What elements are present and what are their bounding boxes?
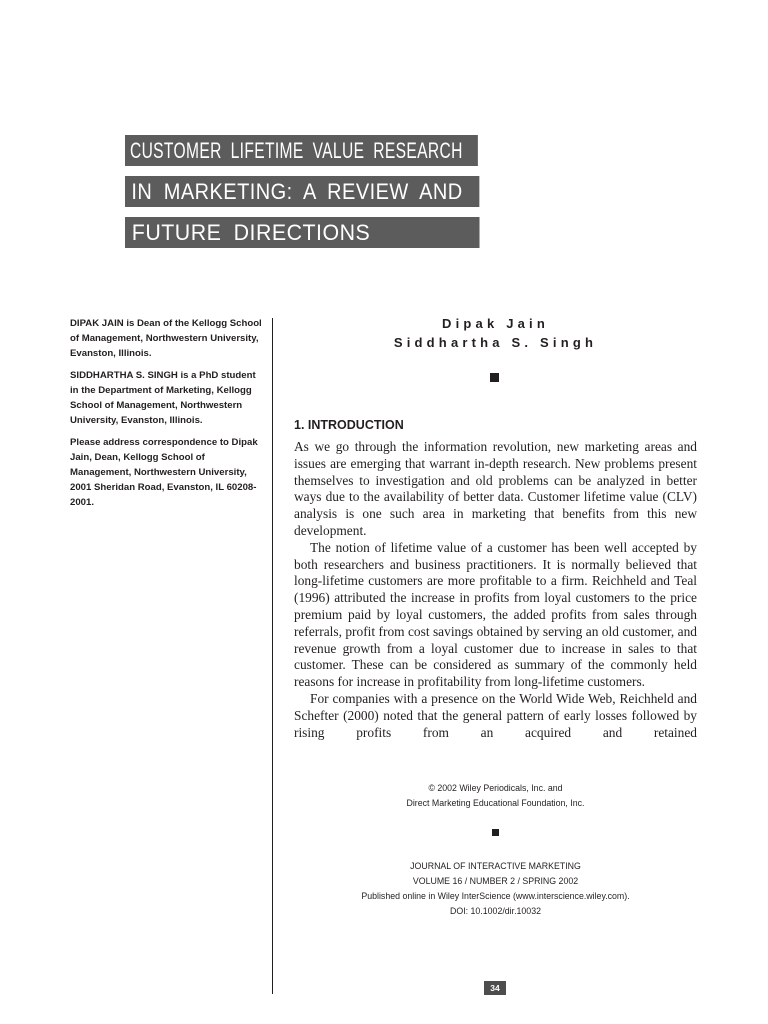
column-divider <box>272 318 273 994</box>
square-ornament-icon <box>490 373 499 382</box>
author-name-2: Siddhartha S. Singh <box>393 335 598 350</box>
copyright-line-1: © 2002 Wiley Periodicals, Inc. and <box>428 783 563 793</box>
square-ornament-icon <box>492 829 499 836</box>
journal-published-online: Published online in Wiley InterScience (www.interscience.wiley.com). <box>361 891 630 901</box>
title-line-2: IN MARKETING: A REVIEW AND <box>125 176 479 207</box>
article-title <box>125 135 473 258</box>
author-sidebar <box>70 316 266 517</box>
correspondence-note: Please address correspondence to Dipak Jain, Dean, Kellogg School of Management, Northwestern University, 2001 Sheridan Road, Evanston, IL 60208-2001. <box>70 437 258 508</box>
author-name-1: Dipak Jain <box>441 316 550 331</box>
title-line-1: CUSTOMER LIFETIME VALUE RESEARCH <box>125 135 478 166</box>
journal-name: JOURNAL OF INTERACTIVE MARKETING <box>410 861 581 871</box>
journal-doi: DOI: 10.1002/dir.10032 <box>450 906 541 916</box>
page-number: 34 <box>484 981 506 995</box>
paragraph-2: The notion of lifetime value of a customer has been well accepted by both researchers and business practitioners. It is normally believed that long-lifetime customers are more profitable to a firm. Reichheld and Teal (1996) attributed the increase in profits from loyal customers to the price premium paid by loyal customers, the added profits from sales through referrals, profit from cost savings obtained by serving an old customer, and revenue growth from a loyal customer due to increase in sales to that customer. These can be considered as summary of the commonly held reasons for increase in profitability from long-lifetime customers. <box>294 539 697 690</box>
section-heading: 1. INTRODUCTION <box>294 418 404 432</box>
paragraph-3: For companies with a presence on the World Wide Web, Reichheld and Schefter (2000) noted that the general pattern of early losses followed by rising profits from an acquired and retained <box>294 690 697 740</box>
journal-info <box>294 859 697 919</box>
body-text <box>294 439 697 741</box>
title-line-3: FUTURE DIRECTIONS <box>125 217 480 248</box>
paragraph-1: As we go through the information revolution, new marketing areas and issues are emerging that warrant in-depth research. New problems present themselves to investigation and old problems can be analyzed in better ways due to the availability of better data. Customer lifetime value (CLV) analysis is one such area in marketing that benefits from this new development. <box>294 439 697 538</box>
copyright-line-2: Direct Marketing Educational Foundation, Inc. <box>406 798 585 808</box>
journal-issue: VOLUME 16 / NUMBER 2 / SPRING 2002 <box>412 876 579 886</box>
author2-bio: SIDDHARTHA S. SINGH is a PhD student in the Department of Marketing, Kellogg School of Management, Northwestern University, Evanston, Illinois. <box>70 370 256 426</box>
copyright-notice <box>294 781 697 811</box>
author1-bio: DIPAK JAIN is Dean of the Kellogg School of Management, Northwestern University, Evanston, Illinois. <box>70 318 262 359</box>
